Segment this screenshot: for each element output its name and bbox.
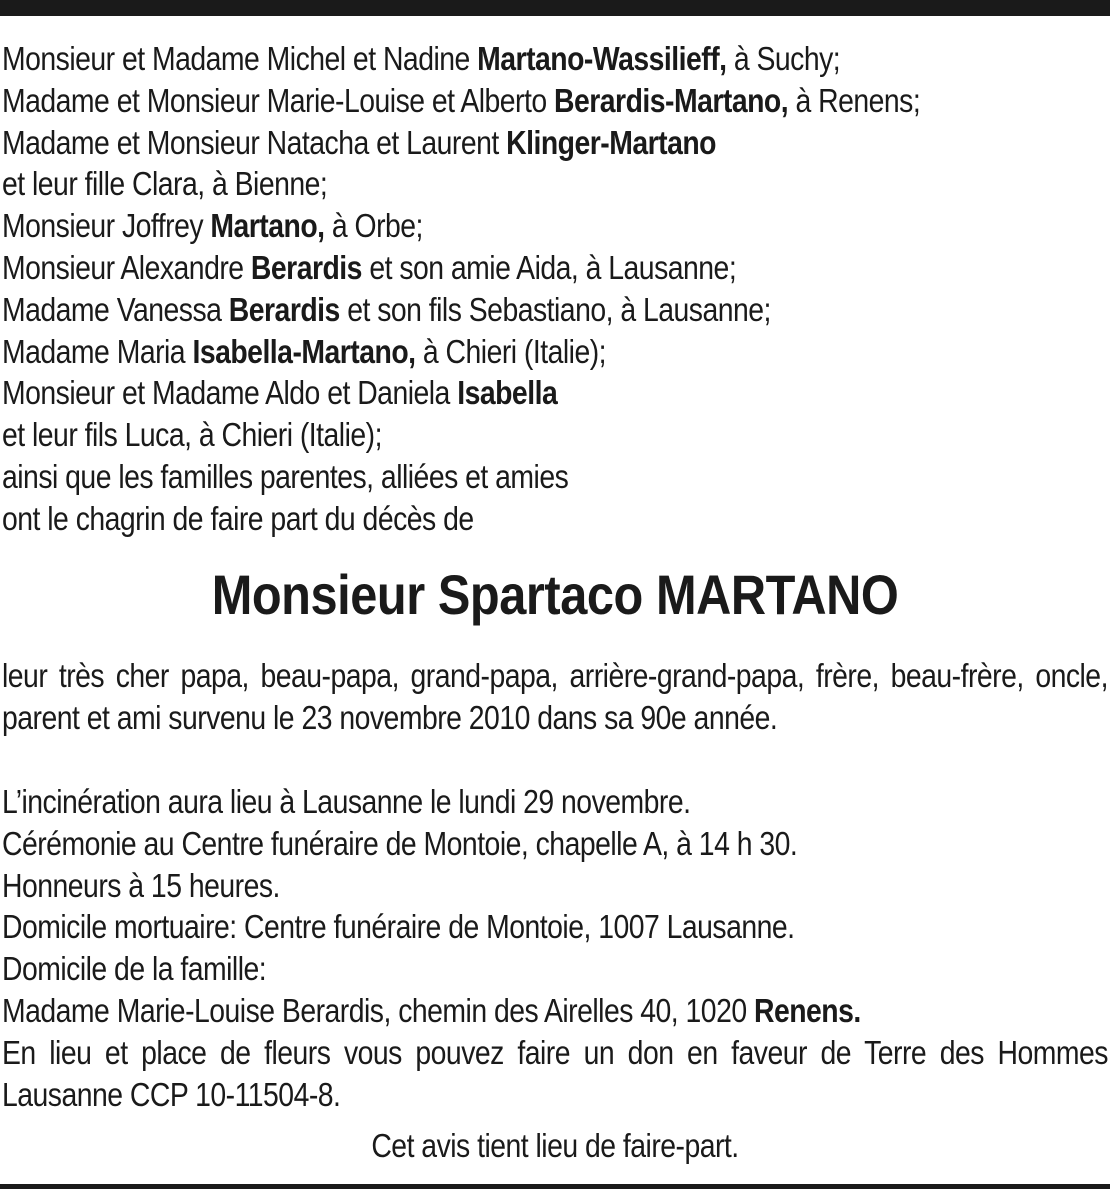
family-home-label: Domicile de la famille:: [2, 950, 267, 988]
family-line: Monsieur et Madame Aldo et Daniela Isabella: [2, 374, 558, 412]
cremation-line: L’incinération aura lieu à Lausanne le lundi 29 novembre.: [2, 783, 691, 820]
family-line: et leur fille Clara, à Bienne;: [2, 165, 328, 203]
family-line: Madame Vanessa Berardis et son fils Sebastiano, à Lausanne;: [2, 290, 771, 328]
family-line: ainsi que les familles parentes, alliées et amies: [2, 457, 569, 495]
deceased-description: leur très cher papa, beau-papa, grand-papa, arrière-grand-papa, frère, beau-frère, oncle, parent et ami survenu le 23 novembre 2010 dans sa 90e année.: [2, 657, 1108, 736]
honors-line: Honneurs à 15 heures.: [2, 866, 280, 904]
family-line: et leur fils Luca, à Chieri (Italie);: [2, 416, 382, 454]
family-line: Monsieur Alexandre Berardis et son amie Aida, à Lausanne;: [2, 248, 737, 286]
family-line: Madame et Monsieur Marie-Louise et Alberto Berardis-Martano, à Renens;: [2, 81, 921, 119]
family-home-address: Madame Marie-Louise Berardis, chemin des Airelles 40, 1020 Renens.: [2, 991, 861, 1029]
top-rule: [0, 0, 1110, 16]
mortuary-line: Domicile mortuaire: Centre funéraire de Montoie, 1007 Lausanne.: [2, 908, 795, 946]
family-line: Madame Maria Isabella-Martano, à Chieri (Italie);: [2, 332, 607, 370]
family-line: Madame et Monsieur Natacha et Laurent Klinger-Martano: [2, 123, 716, 161]
family-list: [2, 38, 1108, 540]
footer-note: Cet avis tient lieu de faire-part.: [371, 1127, 739, 1164]
family-line: ont le chagrin de faire part du décès de: [2, 499, 474, 537]
notice-details: [2, 655, 1108, 1116]
deceased-name-heading: Monsieur Spartaco MARTANO: [211, 563, 899, 626]
ceremony-line: Cérémonie au Centre funéraire de Montoie, chapelle A, à 14 h 30.: [2, 824, 798, 862]
donation-text: En lieu et place de fleurs vous pouvez faire un don en faveur de Terre des Hommes Lausanne CCP 10-11504-8.: [2, 1033, 1108, 1113]
family-line: Monsieur et Madame Michel et Nadine Martano-Wassilieff, à Suchy;: [2, 40, 841, 77]
bottom-rule: [0, 1184, 1110, 1189]
family-line: Monsieur Joffrey Martano, à Orbe;: [2, 207, 423, 245]
